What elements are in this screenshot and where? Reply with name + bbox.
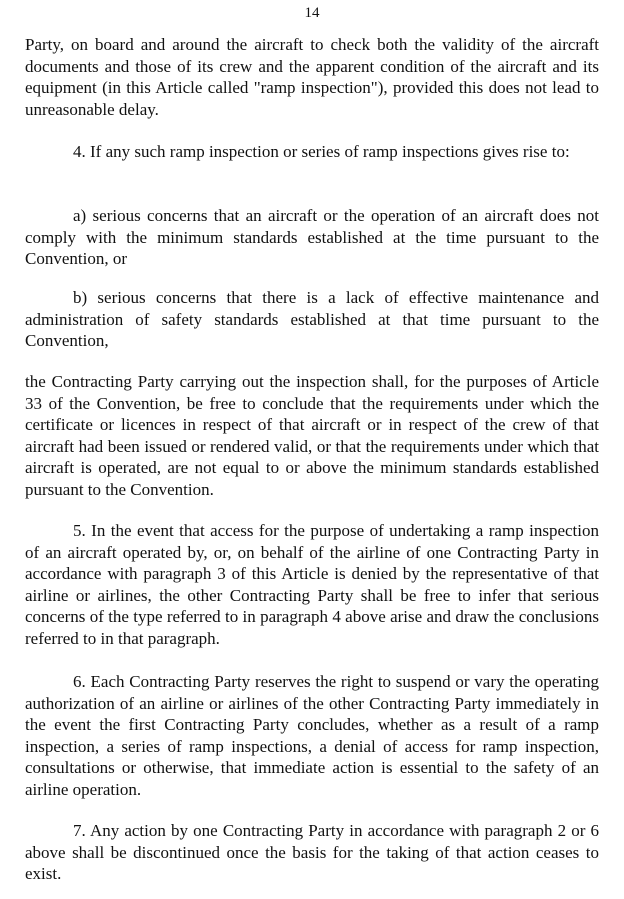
paragraph-continuation: Party, on board and around the aircraft to check both the validity of the aircraft documents and those of its crew and the apparent condition of the aircraft and its equipment (in this Article called "ramp inspection"), provided this does not lead to unreasonable delay. [25, 35, 599, 119]
page-number: 14 [304, 5, 320, 21]
paragraph-6: 6. Each Contracting Party reserves the right to suspend or vary the operating authorization of an airline or airlines of the other Contracting Party immediately in the event the first Contracting Party concludes, whether as a result of a ramp inspection, a series of ramp inspections, a denial of access for ramp inspection, consultations or otherwise, that immediate action is essential to the safety of an airline operation. [25, 672, 599, 799]
paragraph-4a: a) serious concerns that an aircraft or the operation of an aircraft does not comply with the minimum standards established at the time pursuant to the Convention, or [25, 206, 599, 268]
paragraph-4: 4. If any such ramp inspection or series of ramp inspections gives rise to: [73, 142, 570, 161]
paragraph-7: 7. Any action by one Contracting Party in accordance with paragraph 2 or 6 above shall be discontinued once the basis for the taking of that action ceases to exist. [25, 821, 599, 883]
paragraph-5: 5. In the event that access for the purpose of undertaking a ramp inspection of an aircraft operated by, or, on behalf of the airline of one Contracting Party in accordance with paragraph 3 of this Article is denied by the representative of that airline or airlines, the other Contracting Party shall be free to infer that serious concerns of the type referred to in paragraph 4 above arise and draw the conclusions referred to in that paragraph. [25, 521, 599, 648]
paragraph-4-conclusion: the Contracting Party carrying out the inspection shall, for the purposes of Article 33 of the Convention, be free to conclude that the requirements under which the certificate or licences in respect of that aircraft or in respect of the crew of that aircraft had been issued or rendered valid, or that the requirements under which that aircraft is operated, are not equal to or above the minimum standards established pursuant to the Convention. [25, 372, 599, 499]
paragraph-4b: b) serious concerns that there is a lack of effective maintenance and administration of safety standards established at that time pursuant to the Convention, [25, 288, 599, 350]
